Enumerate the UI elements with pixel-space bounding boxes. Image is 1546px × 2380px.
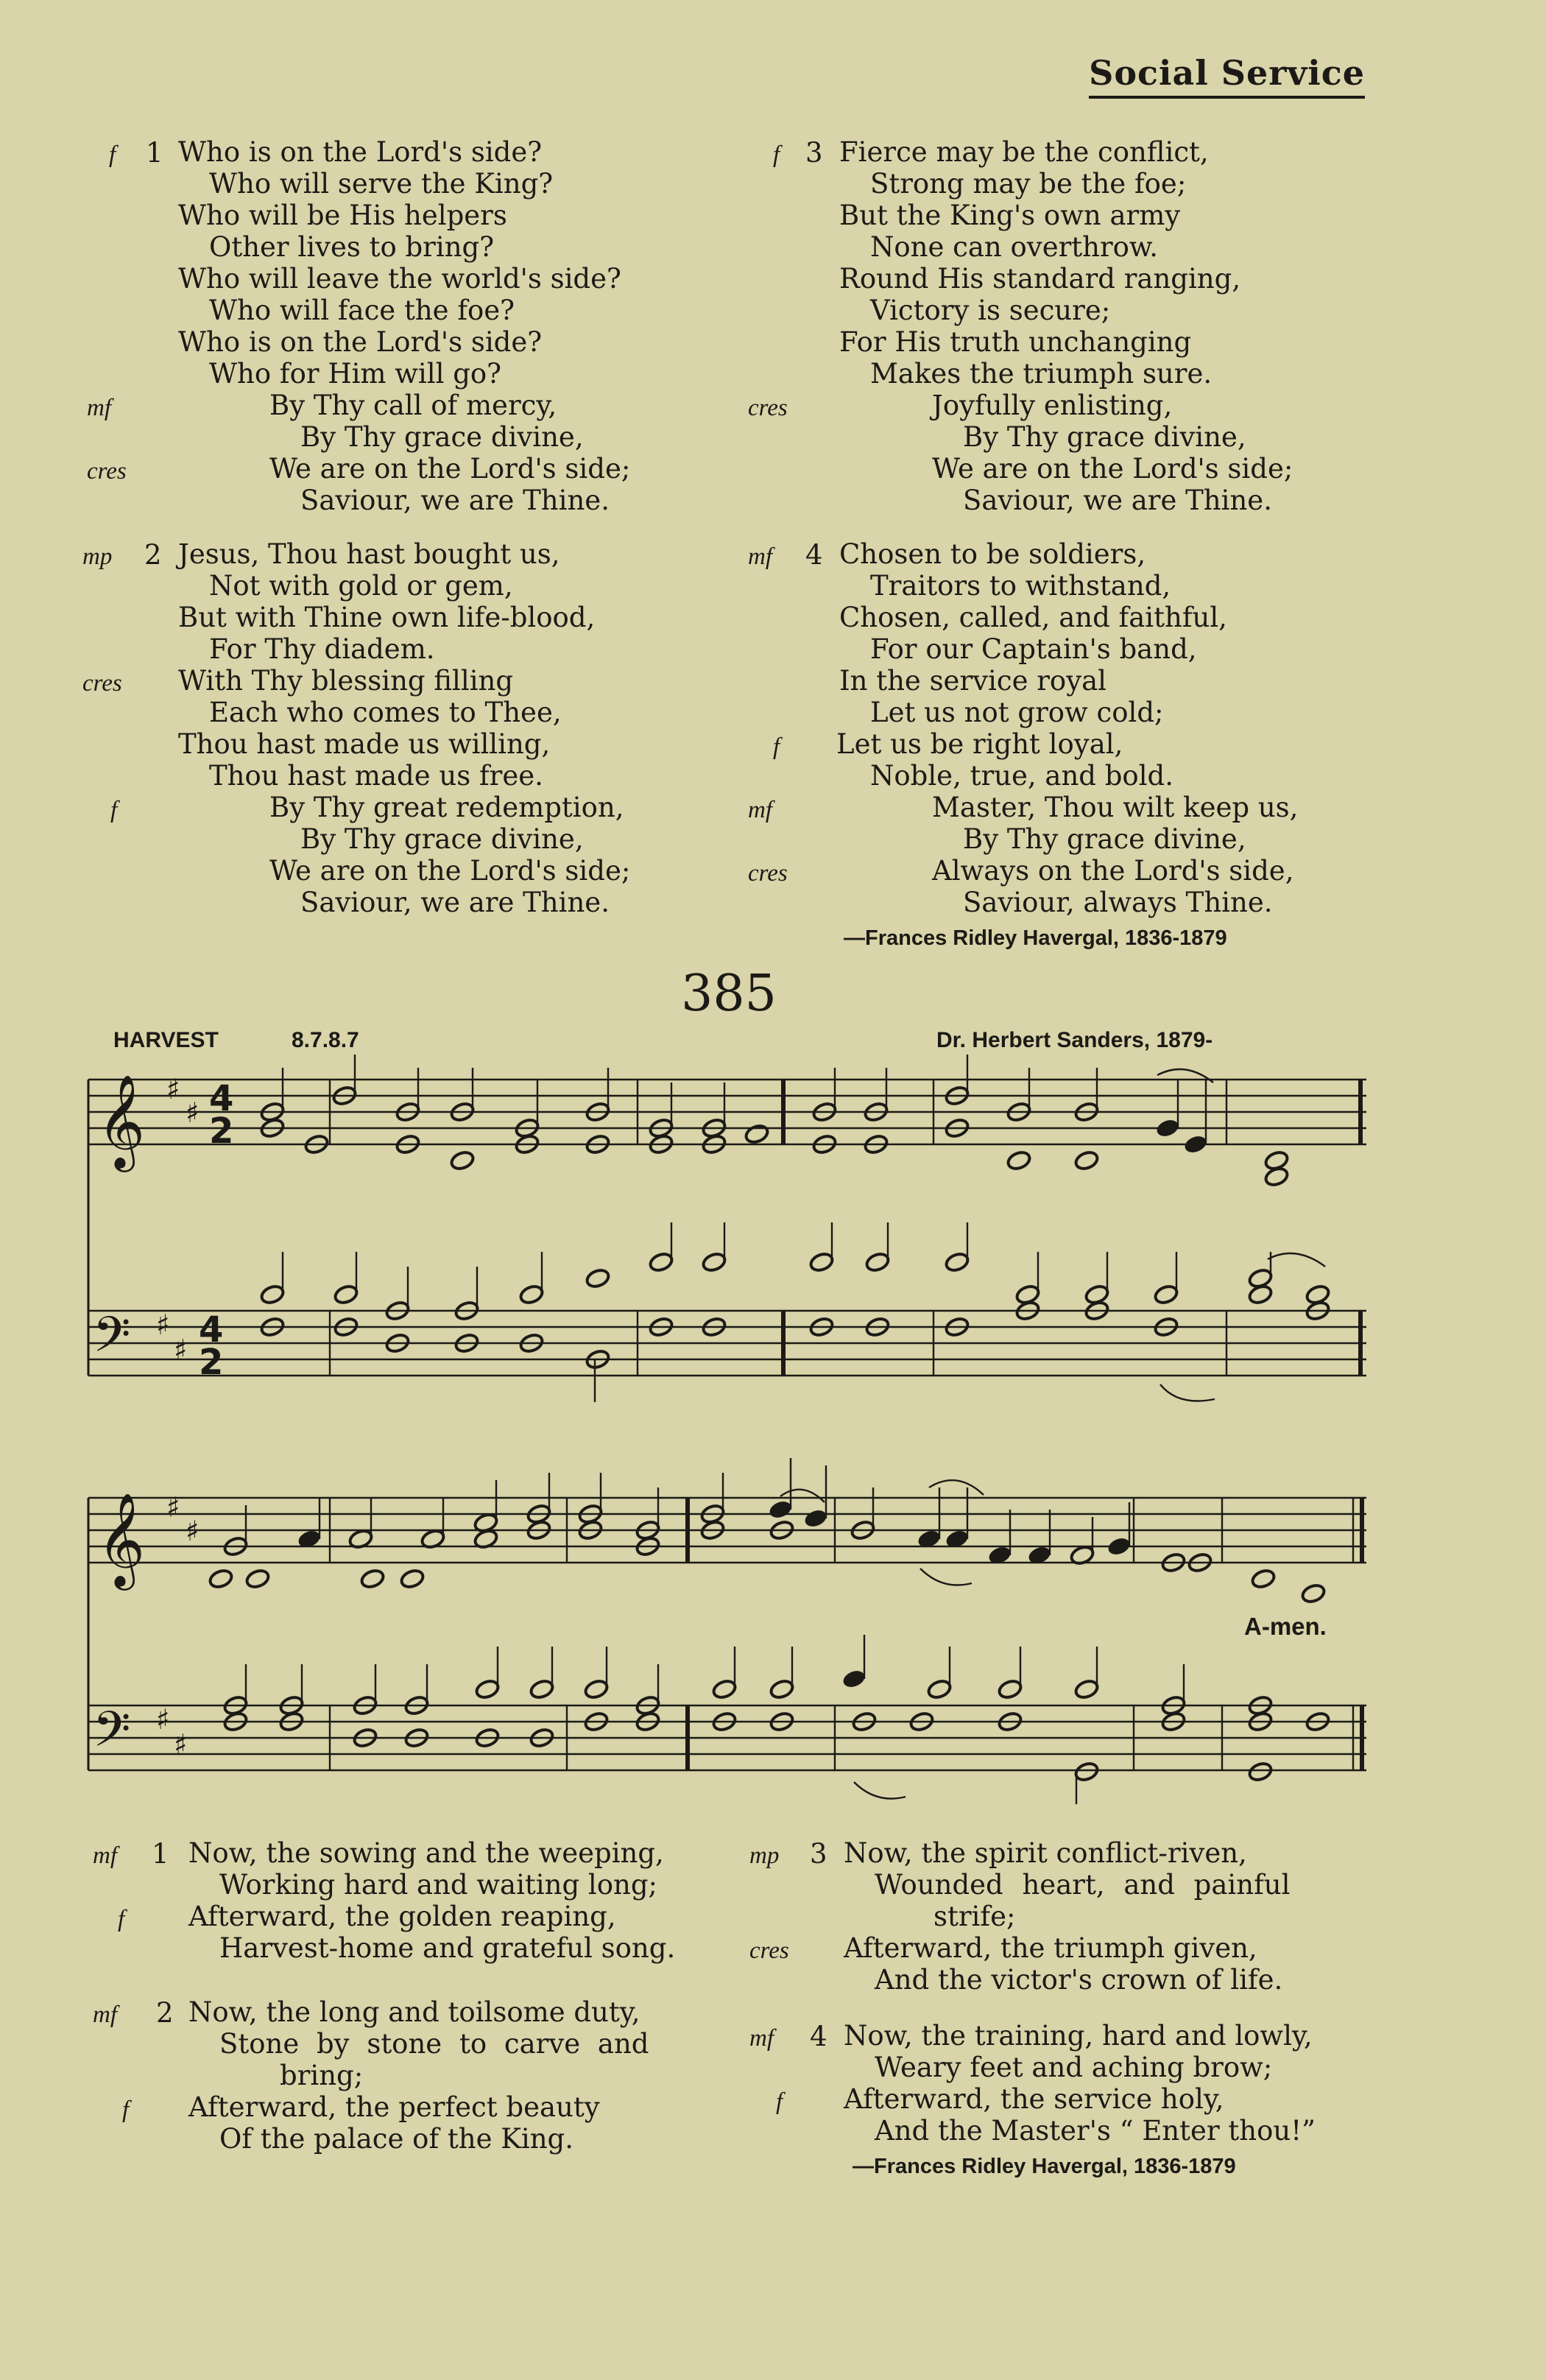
lyric-line: Let us be right loyal, xyxy=(836,728,1123,760)
lyric-line: We are on the Lord's side; xyxy=(269,855,631,887)
sharp-icon: ♯ xyxy=(156,1703,170,1736)
lyric-line: Chosen to be soldiers, xyxy=(839,538,1146,570)
lyric-line: In the service royal xyxy=(839,665,1107,697)
verse-number: 4 xyxy=(805,539,823,571)
time-signature-bottom: 2 xyxy=(209,1110,234,1152)
lyric-line: Who is on the Lord's side? xyxy=(178,136,543,168)
lyric-line: By Thy grace divine, xyxy=(300,421,584,453)
treble-clef-icon: 𝄞 xyxy=(97,1074,146,1168)
lyric-line: Who will face the foe? xyxy=(209,295,515,326)
dynamic-marking: mp xyxy=(82,543,113,570)
dynamic-marking: cres xyxy=(87,458,127,485)
lyric-line: strife; xyxy=(933,1901,1016,1932)
dynamic-marking: cres xyxy=(748,395,788,421)
lyric-line: Now, the sowing and the weeping, xyxy=(188,1837,664,1869)
amen-text: A-men. xyxy=(1244,1613,1327,1640)
dynamic-marking: mf xyxy=(748,543,772,570)
lyric-line: Afterward, the triumph given, xyxy=(844,1932,1257,1964)
dynamic-marking: f xyxy=(773,733,780,760)
lyric-line: Now, the long and toilsome duty, xyxy=(188,1996,640,2028)
lyric-line: But the King's own army xyxy=(839,200,1181,231)
lyric-line: Saviour, we are Thine. xyxy=(963,485,1272,516)
lyric-line: Jesus, Thou hast bought us, xyxy=(178,538,560,570)
verse-number: 3 xyxy=(810,1838,827,1870)
lyric-line: Now, the spirit conflict-riven, xyxy=(844,1837,1247,1869)
lyric-line: Afterward, the perfect beauty xyxy=(188,2091,600,2123)
dynamic-marking: f xyxy=(773,141,780,168)
lyric-line: Now, the training, hard and lowly, xyxy=(844,2020,1313,2052)
lyric-line: Other lives to bring? xyxy=(209,231,495,263)
bass-clef-icon: 𝄢 xyxy=(93,1701,131,1770)
lyric-line: Saviour, always Thine. xyxy=(963,887,1273,918)
lyric-line: By Thy grace divine, xyxy=(963,421,1246,453)
lyric-line: Wounded heart, and painful xyxy=(875,1869,1291,1901)
lyric-line: Always on the Lord's side, xyxy=(932,855,1294,887)
lyric-line: Who will be His helpers xyxy=(178,200,507,231)
sharp-icon: ♯ xyxy=(186,1515,200,1547)
lyric-line: We are on the Lord's side; xyxy=(269,453,631,485)
verse-number: 1 xyxy=(152,1838,169,1870)
lyric-line: Who for Him will go? xyxy=(209,358,501,390)
lyric-line: Working hard and waiting long; xyxy=(219,1869,657,1901)
dynamic-marking: cres xyxy=(748,860,788,887)
lyric-line: Joyfully enlisting, xyxy=(932,390,1173,421)
lyric-line: Master, Thou wilt keep us, xyxy=(932,792,1299,823)
lyric-line: Strong may be the foe; xyxy=(870,168,1187,200)
dynamic-marking: cres xyxy=(82,670,122,697)
time-signature-top: 4 xyxy=(209,1078,234,1119)
meter: 8.7.8.7 xyxy=(292,1028,359,1052)
attribution: —Frances Ridley Havergal, 1836-1879 xyxy=(853,2155,1236,2178)
lyric-line: Of the palace of the King. xyxy=(219,2123,573,2155)
dynamic-marking: mf xyxy=(87,395,111,421)
lyric-line: Fierce may be the conflict, xyxy=(839,136,1209,168)
lyric-line: Traitors to withstand, xyxy=(870,570,1171,602)
lyric-line: Afterward, the golden reaping, xyxy=(188,1901,616,1932)
lyric-line: Weary feet and aching brow; xyxy=(875,2052,1273,2083)
sharp-icon: ♯ xyxy=(166,1491,180,1524)
lyric-line: With Thy blessing filling xyxy=(178,665,514,697)
lyric-line: By Thy great redemption, xyxy=(269,792,624,823)
lyric-line: Makes the triumph sure. xyxy=(870,358,1213,390)
verse-number: 3 xyxy=(805,137,823,169)
lyric-line: Victory is secure; xyxy=(870,295,1111,326)
lyric-line: Stone by stone to carve and xyxy=(219,2028,649,2060)
lyric-line: Round His standard ranging, xyxy=(839,263,1241,295)
sharp-icon: ♯ xyxy=(186,1096,200,1129)
dynamic-marking: mf xyxy=(748,797,772,823)
lyric-line: Noble, true, and bold. xyxy=(870,760,1173,792)
lyric-line: Let us not grow cold; xyxy=(870,697,1164,728)
bass-clef-icon: 𝄢 xyxy=(93,1306,131,1375)
tune-name: HARVEST xyxy=(113,1028,219,1052)
lyric-line: bring; xyxy=(280,2060,364,2091)
dynamic-marking: cres xyxy=(749,1937,789,1964)
lyric-line: Chosen, called, and faithful, xyxy=(839,602,1227,633)
treble-clef-icon: 𝄞 xyxy=(97,1492,146,1586)
lyric-line: Saviour, we are Thine. xyxy=(300,887,610,918)
verse-number: 2 xyxy=(156,1997,174,2029)
dynamic-marking: f xyxy=(776,2088,783,2115)
lyric-line: We are on the Lord's side; xyxy=(932,453,1293,485)
lyric-line: Each who comes to Thee, xyxy=(209,697,562,728)
time-signature-bottom: 2 xyxy=(199,1342,224,1383)
lyric-line: But with Thine own life-blood, xyxy=(178,602,596,633)
lyric-line: Thou hast made us willing, xyxy=(178,728,551,760)
dynamic-marking: f xyxy=(110,797,118,823)
lyric-line: By Thy grace divine, xyxy=(300,823,584,855)
lyric-line: Saviour, we are Thine. xyxy=(300,485,610,516)
verse-number: 4 xyxy=(810,2021,827,2052)
dynamic-marking: mf xyxy=(749,2025,774,2052)
dynamic-marking: f xyxy=(118,1906,125,1932)
page-header: Social Service xyxy=(1089,53,1365,99)
lyric-line: For Thy diadem. xyxy=(209,633,435,665)
dynamic-marking: mf xyxy=(93,1842,117,1869)
sharp-icon: ♯ xyxy=(166,1073,180,1105)
staff-treble-1 xyxy=(88,1080,1366,1144)
lyric-line: By Thy grace divine, xyxy=(963,823,1246,855)
lyric-line: And the victor's crown of life. xyxy=(875,1964,1283,1996)
lyric-line: Who will serve the King? xyxy=(209,168,554,200)
attribution: —Frances Ridley Havergal, 1836-1879 xyxy=(844,926,1227,950)
verse-number: 1 xyxy=(146,137,163,169)
sharp-icon: ♯ xyxy=(156,1309,170,1341)
lyric-line: Not with gold or gem, xyxy=(209,570,513,602)
verse-number: 2 xyxy=(144,539,162,571)
lyric-line: Thou hast made us free. xyxy=(209,760,543,792)
dynamic-marking: f xyxy=(109,141,116,168)
dynamic-marking: mf xyxy=(93,2001,117,2028)
staff-treble-2 xyxy=(88,1498,1366,1563)
lyric-line: For His truth unchanging xyxy=(839,326,1192,358)
lyric-line: None can overthrow. xyxy=(870,231,1158,263)
sharp-icon: ♯ xyxy=(174,1334,188,1366)
lyric-line: Who will leave the world's side? xyxy=(178,263,621,295)
hymn-number: 385 xyxy=(681,965,777,1023)
notes-system-2 xyxy=(208,1499,1330,1783)
lyric-line: Afterward, the service holy, xyxy=(844,2083,1224,2115)
lyric-line: And the Master's “ Enter thou!” xyxy=(875,2115,1316,2147)
time-signature-top: 4 xyxy=(199,1309,224,1351)
sharp-icon: ♯ xyxy=(174,1728,188,1761)
lyric-line: By Thy call of mercy, xyxy=(269,390,557,421)
lyric-line: Harvest-home and grateful song. xyxy=(219,1932,676,1964)
lyric-line: Who is on the Lord's side? xyxy=(178,326,543,358)
dynamic-marking: mp xyxy=(749,1842,780,1869)
lyric-line: For our Captain's band, xyxy=(870,633,1197,665)
composer: Dr. Herbert Sanders, 1879- xyxy=(936,1028,1213,1052)
dynamic-marking: f xyxy=(122,2096,130,2123)
